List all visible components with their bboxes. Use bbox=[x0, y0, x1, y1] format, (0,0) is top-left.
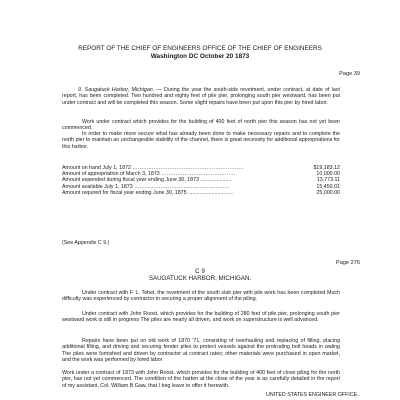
ledger-label: Amount expended during fiscal year ending June 30, 1873 ..................... bbox=[62, 177, 232, 184]
ledger-amount: $19,183.12 bbox=[313, 165, 340, 171]
section-code: C 9 bbox=[195, 268, 205, 275]
paragraph-saugatuck-summary bbox=[62, 87, 340, 106]
report-location-date: Washington DC October 20 1873 bbox=[150, 53, 250, 60]
page-number: Page 276 bbox=[336, 260, 360, 266]
ledger-row bbox=[62, 190, 340, 196]
paragraph-repairs: Repairs have been put on old work of 1870 '71, consisting of overhauling and replacing of filling, placing additional filling, and driving and securing fender piles to protect vessels against the protruding bolt heads in waling The piles were furnished and driven by contractor at contract rates; other materials were purchased in open market, and the work was performed by hired labor bbox=[62, 338, 340, 363]
paragraph-appropriations: In order to make more secure what has already been done to make necessary repairs and to complete the north pier to maintain an unchangeable stability of the channel, there is great necessity for additional appropriations for this harbor. bbox=[62, 131, 340, 150]
financial-ledger bbox=[62, 165, 340, 196]
ledger-label: Amount on hand July 1, 1872 ……………………………………………………… bbox=[62, 165, 244, 171]
ledger-amount: 15,450.01 bbox=[316, 183, 340, 190]
page-number: Page 39 bbox=[339, 71, 360, 77]
report-title: REPORT OF THE CHIEF OF ENGINEERS OFFICE OF THE CHIEF OF ENGINEERS bbox=[78, 45, 322, 52]
paragraph-north-pier: Work under contract which provides for the building of 400 feet of north pier this season has not yet been commenced. bbox=[62, 119, 340, 132]
paragraph-body: — During the year the south-side revetment, under contract, at date of last report, has been completed. Two hundred and eighty feet of pile pier, prolonging south pier westward, has been put under contract and will be completed this season. Some slight repairs have been put upon this pier by hired labor. bbox=[62, 87, 340, 106]
footer-office: UNITED STATES ENGINEER OFFICE.. bbox=[266, 392, 360, 398]
ledger-label: Amount available July 1, 1873 ……………………………………………… bbox=[62, 183, 230, 190]
paragraph-heading: 9. Saugatuck Harbor, Michigan. bbox=[78, 87, 155, 93]
section-title: SAUGATUCK HARBOR, MICHIGAN. bbox=[148, 275, 252, 282]
ledger-label: Amount of appropriation of March 3, 1873 …………………………………… bbox=[62, 171, 236, 178]
paragraph-roost-contract: Under contract with John Roost, which provides for the building of 280 feet of pile pier, prolonging south pier westward work is still in progress The piles are nearly all driven, and work on superstructure is well advanced. bbox=[62, 311, 340, 324]
ledger-label: Amount required for fiscal year ending June 30, 1875 ............................... bbox=[62, 189, 234, 196]
ledger-amount: 25,000.00 bbox=[316, 189, 340, 196]
paragraph-1873-contract: Work under a contract of 1873 with John Roost, which provides for the building of 400 feet of close piling for the north pier, has not yet commenced. The condition of the harbor at the close of the year is as carefully detailed in the report of my assistant, Col. William B Gaw, that I beg leave to offer it herewith. bbox=[62, 370, 340, 389]
ledger-amount: 10,000.00 bbox=[316, 171, 340, 178]
paragraph-tebel-contract: Under contract with F. L. Tebel, the revetment of the south slab pier with pile work has been completed Much difficulty was experienced by contractor in securing a proper alignment of the piling. bbox=[62, 290, 340, 303]
ledger-amount: 13,773.11 bbox=[316, 177, 340, 184]
appendix-reference: (See Appendix C 9.) bbox=[62, 240, 110, 246]
